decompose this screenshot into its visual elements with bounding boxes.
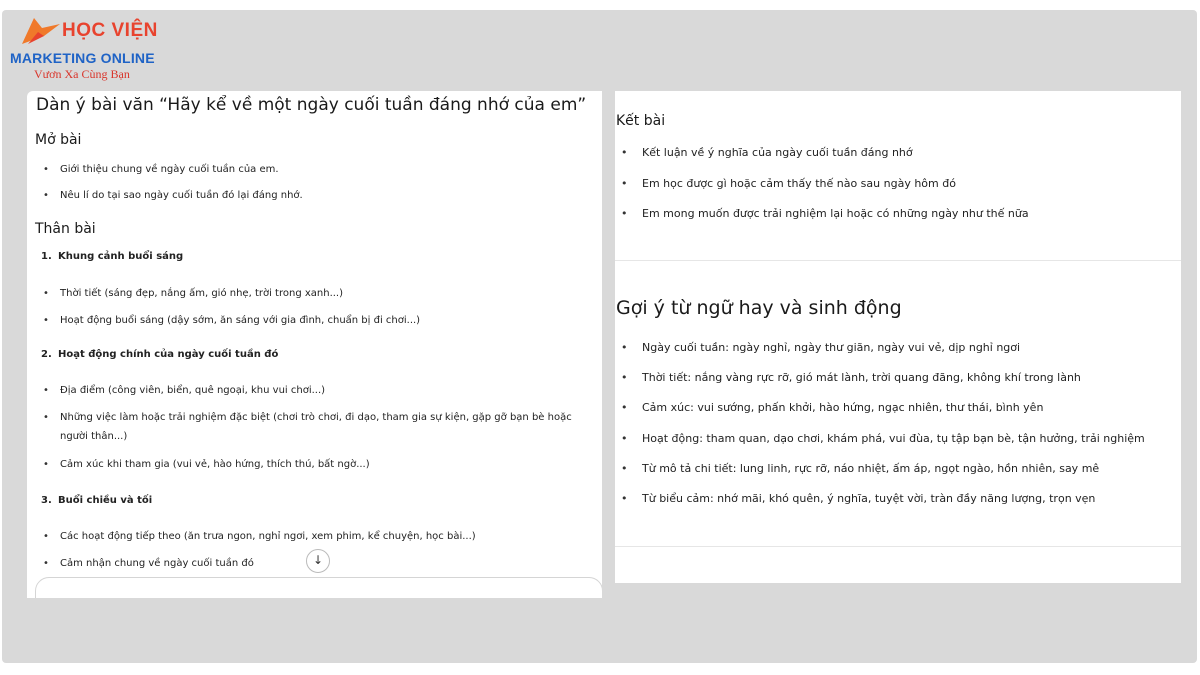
list-item: • Thời tiết: nắng vàng rực rỡ, gió mát lành, trời quang đãng, không khí trong lành <box>642 371 1081 384</box>
logo-text-marketing-online: MARKETING ONLINE <box>10 50 155 66</box>
list-item: • Nêu lí do tại sao ngày cuối tuần đó lại đáng nhớ. <box>60 186 590 205</box>
list-item: • Kết luận về ý nghĩa của ngày cuối tuần đáng nhớ <box>642 146 913 159</box>
list-item: • Từ mô tả chi tiết: lung linh, rực rỡ, náo nhiệt, ấm áp, ngọt ngào, hồn nhiên, say mê <box>642 462 1099 475</box>
subsection-title: Khung cảnh buổi sáng <box>58 251 184 262</box>
scroll-down-button[interactable] <box>306 549 330 573</box>
list-item: • Cảm nhận chung về ngày cuối tuần đó <box>60 554 590 573</box>
logo-slogan: Vươn Xa Cùng Bạn <box>34 67 130 81</box>
logo-arrow-icon <box>20 14 64 48</box>
chat-input-box[interactable] <box>35 577 602 598</box>
list-item: • Hoạt động: tham quan, dạo chơi, khám phá, vui đùa, tụ tập bạn bè, tận hưởng, trải nghiệm <box>642 432 1145 445</box>
conclusion-panel[interactable] <box>615 91 1181 583</box>
list-item: • Từ biểu cảm: nhớ mãi, khó quên, ý nghĩa, tuyệt vời, tràn đầy năng lượng, trọn vẹn <box>642 492 1095 505</box>
logo-text-hoc-vien: HỌC VIỆN <box>62 20 158 41</box>
list-item: • Ngày cuối tuần: ngày nghỉ, ngày thư giãn, ngày vui vẻ, dịp nghỉ ngơi <box>642 341 1020 354</box>
list-item: • Giới thiệu chung về ngày cuối tuần của em. <box>60 160 590 179</box>
brand-logo <box>10 14 180 84</box>
section-heading-goi-y: Gợi ý từ ngữ hay và sinh động <box>616 297 902 319</box>
list-item: • Em mong muốn được trải nghiệm lại hoặc có những ngày như thế nữa <box>642 207 1029 220</box>
subsection-title: Hoạt động chính của ngày cuối tuần đó <box>58 349 279 360</box>
divider <box>615 260 1181 261</box>
section-heading-mo-bai: Mở bài <box>35 132 82 148</box>
list-item: • Cảm xúc khi tham gia (vui vẻ, hào hứng, thích thú, bất ngờ...) <box>60 455 590 474</box>
subsection-number: 1. <box>41 251 52 262</box>
outline-title: Dàn ý bài văn “Hãy kể về một ngày cuối tuần đáng nhớ của em” <box>36 95 587 115</box>
list-item: • Hoạt động buổi sáng (dậy sớm, ăn sáng với gia đình, chuẩn bị đi chơi...) <box>60 311 590 330</box>
list-item: • Các hoạt động tiếp theo (ăn trưa ngon, nghỉ ngơi, xem phim, kể chuyện, học bài...) <box>60 527 590 546</box>
section-heading-than-bai: Thân bài <box>35 221 96 237</box>
list-item: • Cảm xúc: vui sướng, phấn khởi, hào hứng, ngạc nhiên, thư thái, bình yên <box>642 401 1043 414</box>
subsection-number: 3. <box>41 495 52 506</box>
section-heading-ket-bai: Kết bài <box>616 113 666 129</box>
list-item: • Những việc làm hoặc trải nghiệm đặc biệt (chơi trò chơi, đi dạo, tham gia sự kiện, gặp gỡ bạn bè hoặc người thân...) <box>60 408 594 446</box>
subsection-title: Buổi chiều và tối <box>58 495 153 506</box>
divider <box>615 546 1181 547</box>
list-item: • Địa điểm (công viên, biển, quê ngoại, khu vui chơi...) <box>60 381 590 400</box>
arrow-down-icon: ↓ <box>312 553 324 567</box>
subsection-number: 2. <box>41 349 52 360</box>
list-item: • Thời tiết (sáng đẹp, nắng ấm, gió nhẹ, trời trong xanh...) <box>60 284 590 303</box>
screenshot-frame <box>2 10 1197 663</box>
outline-panel[interactable] <box>27 91 602 598</box>
list-item: • Em học được gì hoặc cảm thấy thế nào sau ngày hôm đó <box>642 177 956 190</box>
